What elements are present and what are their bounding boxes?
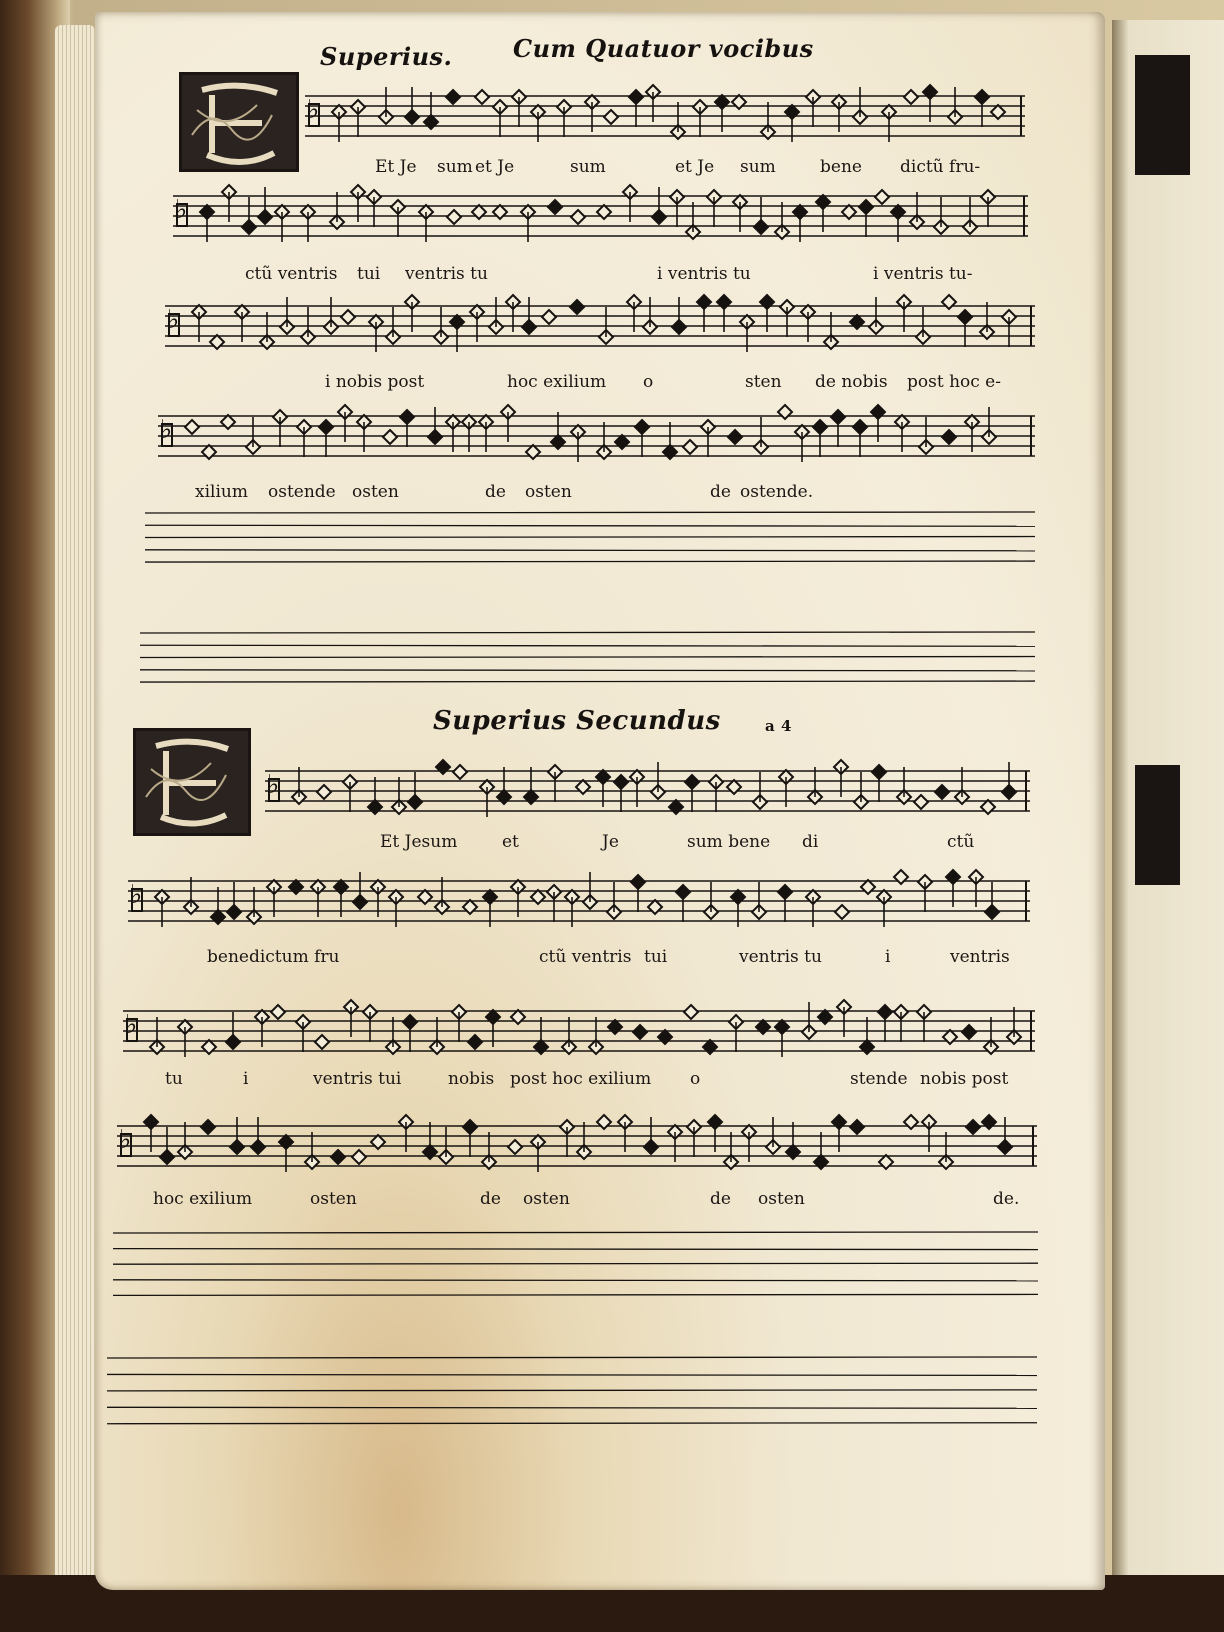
lyric: o [690, 1069, 701, 1089]
lyric: tui [644, 947, 668, 967]
staff-system-1 [305, 82, 1025, 162]
svg-text:♭: ♭ [119, 1125, 132, 1155]
lyric: ctũ [947, 832, 975, 852]
svg-text:♭: ♭ [307, 95, 320, 125]
lyric: nobis post [920, 1069, 1009, 1089]
lyric: ctũ ventris [539, 947, 632, 967]
lyric: ventris [950, 947, 1010, 967]
lyric: sum [437, 157, 473, 177]
staff-system-7 [123, 997, 1035, 1077]
lyric: et [502, 832, 519, 852]
lyric: tu [165, 1069, 183, 1089]
staff-system-6 [128, 867, 1030, 947]
lyric: bene [820, 157, 862, 177]
lyric: de. [993, 1189, 1020, 1209]
lyric: ostende. [740, 482, 814, 502]
lyric: hoc exilium [153, 1189, 253, 1209]
lyric: ventris tui [313, 1069, 402, 1089]
empty-staff-3 [113, 1227, 1038, 1317]
lyric: de [710, 482, 731, 502]
lyric: et Je [675, 157, 715, 177]
staff-system-8 [117, 1112, 1037, 1192]
lyric: hoc exilium [507, 372, 607, 392]
lyric: osten [758, 1189, 805, 1209]
lyric: ostende [268, 482, 336, 502]
lyric: Je [602, 832, 619, 852]
title-heading: Cum Quatuor vocibus [513, 34, 814, 63]
lyric: de [710, 1189, 731, 1209]
lyric: i [885, 947, 891, 967]
lyric: di [802, 832, 819, 852]
part-heading: Superius. [320, 42, 453, 71]
lyric: i [243, 1069, 249, 1089]
lyric: xilium [195, 482, 248, 502]
staff-system-4 [158, 402, 1035, 482]
facing-page-initial-2 [1135, 765, 1180, 885]
lyric: et Je [475, 157, 515, 177]
lyric: de [480, 1189, 501, 1209]
lyric: Et Jesum [380, 832, 458, 852]
lyric: sum [570, 157, 606, 177]
svg-text:♭: ♭ [267, 770, 280, 800]
lyric: stende [850, 1069, 908, 1089]
folio-signature: a 4 [765, 717, 792, 735]
lyric: i nobis post [325, 372, 425, 392]
lyric: osten [310, 1189, 357, 1209]
lyric: osten [523, 1189, 570, 1209]
svg-text:♭: ♭ [167, 305, 180, 335]
lyric: benedictum fru [207, 947, 340, 967]
facing-page-initial [1135, 55, 1190, 175]
lyric: i ventris tu- [873, 264, 973, 284]
lyric: de [485, 482, 506, 502]
staff-system-3 [165, 292, 1035, 372]
lyric: post hoc exilium [510, 1069, 652, 1089]
empty-staff-1 [145, 507, 1035, 577]
lyric: ventris tu [739, 947, 822, 967]
lyric: tui [357, 264, 381, 284]
staff-system-2 [173, 182, 1028, 262]
lyric: sum bene [687, 832, 771, 852]
lyric: dictũ fru- [900, 157, 981, 177]
lyric: sum [740, 157, 776, 177]
staff-system-5 [265, 757, 1030, 837]
svg-text:♭: ♭ [130, 880, 143, 910]
svg-text:♭: ♭ [175, 195, 188, 225]
empty-staff-2 [140, 627, 1035, 697]
page-stack [55, 25, 95, 1585]
decorated-initial-e-2 [133, 728, 251, 836]
lyric: ctũ ventris [245, 264, 338, 284]
lyric: ventris tu [405, 264, 488, 284]
second-part-heading: Superius Secundus [433, 706, 721, 736]
lyric: nobis [448, 1069, 495, 1089]
lyric: osten [525, 482, 572, 502]
lyric: sten [745, 372, 782, 392]
lyric: Et Je [375, 157, 417, 177]
lyric: post hoc e- [907, 372, 1001, 392]
empty-staff-4 [107, 1352, 1037, 1447]
decorated-initial-e [179, 72, 299, 172]
lyric: osten [352, 482, 399, 502]
svg-text:♭: ♭ [160, 415, 173, 445]
svg-text:♭: ♭ [125, 1010, 138, 1040]
lyric: de nobis [815, 372, 888, 392]
music-page [95, 12, 1105, 1590]
lyric: i ventris tu [657, 264, 751, 284]
lyric: o [643, 372, 654, 392]
